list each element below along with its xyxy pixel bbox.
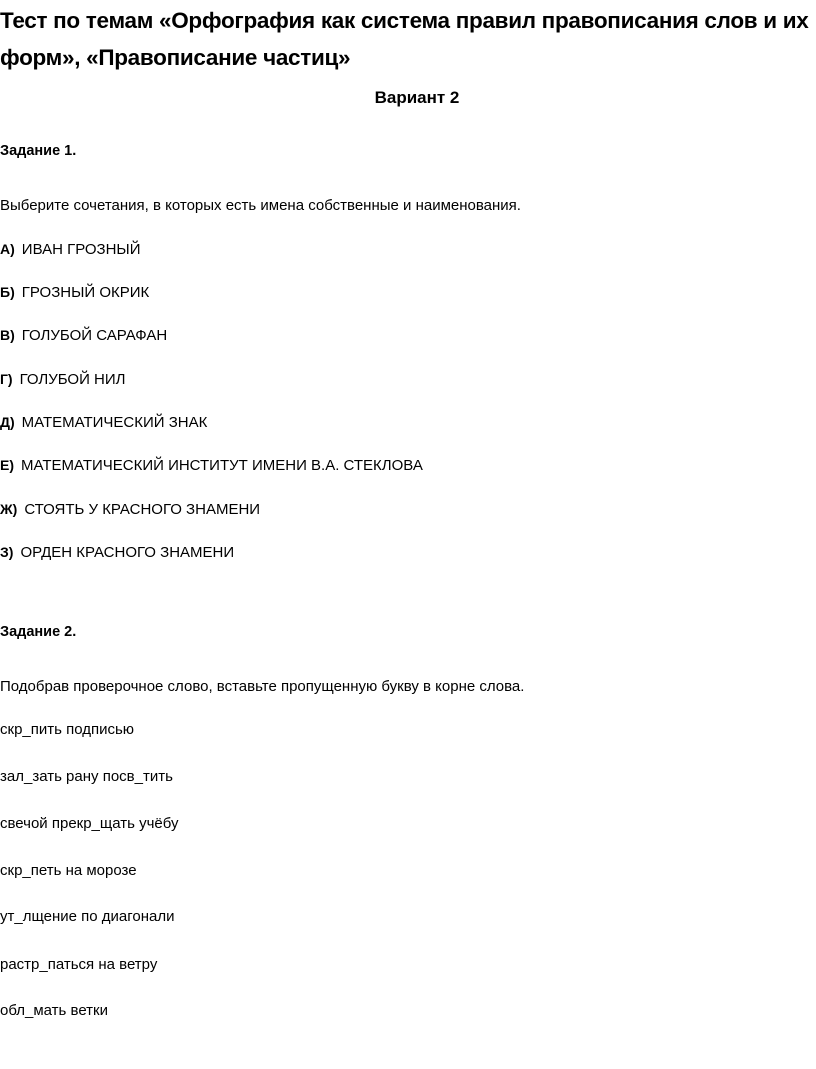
option-letter: Ж) bbox=[0, 501, 18, 517]
task2-heading: Задание 2. bbox=[0, 624, 77, 640]
variant-label: Вариант 2 bbox=[374, 88, 460, 107]
document-title: Тест по темам «Орфография как система правил правописания слов и их форм», «Правописание частиц» bbox=[0, 8, 809, 70]
task2-item: обл_мать ветки bbox=[0, 1002, 108, 1019]
option-letter: Е) bbox=[0, 457, 14, 473]
option-text: СТОЯТЬ У КРАСНОГО ЗНАМЕНИ bbox=[24, 501, 261, 518]
option-z bbox=[0, 542, 234, 563]
option-letter: А) bbox=[0, 241, 15, 257]
option-letter: З) bbox=[0, 544, 14, 560]
option-text: МАТЕМАТИЧЕСКИЙ ИНСТИТУТ ИМЕНИ В.А. СТЕКЛОВА bbox=[21, 457, 423, 474]
option-a bbox=[0, 239, 141, 260]
option-text: ИВАН ГРОЗНЫЙ bbox=[21, 241, 141, 258]
option-letter: Б) bbox=[0, 284, 15, 300]
option-e bbox=[0, 455, 423, 476]
task1-heading: Задание 1. bbox=[0, 143, 77, 159]
option-text: ОРДЕН КРАСНОГО ЗНАМЕНИ bbox=[20, 544, 235, 561]
option-v bbox=[0, 325, 167, 346]
option-letter: Д) bbox=[0, 414, 15, 430]
option-g bbox=[0, 369, 126, 390]
task2-item: зал_зать рану посв_тить bbox=[0, 768, 173, 785]
option-text: МАТЕМАТИЧЕСКИЙ ЗНАК bbox=[21, 414, 208, 431]
option-letter: В) bbox=[0, 327, 15, 343]
task2-item: растр_паться на ветру bbox=[0, 956, 158, 973]
option-zh bbox=[0, 499, 260, 520]
option-d bbox=[0, 412, 207, 433]
task2-item: скр_пить подписью bbox=[0, 721, 135, 738]
option-text: ГРОЗНЫЙ ОКРИК bbox=[21, 284, 150, 301]
task2-instruction: Подобрав проверочное слово, вставьте пропущенную букву в корне слова. bbox=[0, 678, 525, 695]
option-text: ГОЛУБОЙ САРАФАН bbox=[21, 327, 168, 344]
task2-item: скр_петь на морозе bbox=[0, 862, 137, 879]
option-letter: Г) bbox=[0, 371, 13, 387]
task2-item: ут_лщение по диагонали bbox=[0, 908, 175, 925]
task1-instruction: Выберите сочетания, в которых есть имена собственные и наименования. bbox=[0, 197, 521, 214]
task2-item: свечой прекр_щать учёбу bbox=[0, 815, 179, 832]
option-b bbox=[0, 282, 149, 303]
option-text: ГОЛУБОЙ НИЛ bbox=[19, 371, 126, 388]
